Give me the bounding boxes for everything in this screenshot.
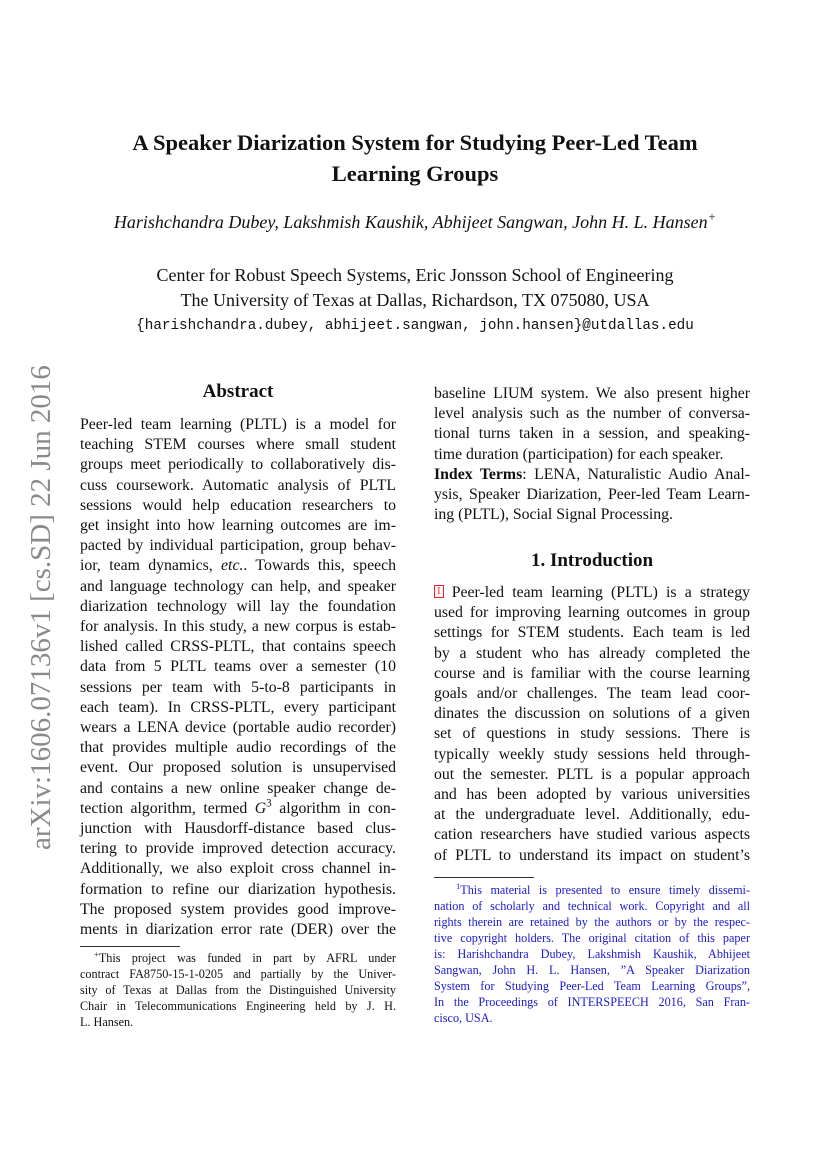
authors-text: Harishchandra Dubey, Lakshmish Kaushik, Abhijeet Sangwan, John H. L. Hansen [113,212,708,232]
footnote-line: sity of Texas at Dallas from the Distinguished University [80,983,396,997]
math-superscript: 3 [266,797,272,810]
abstract-line: and language technology can help, and speaker [80,577,396,595]
intro-line: by a student who has already completed the [434,644,750,662]
intro-line: and has been adopted by various universities [434,786,750,804]
emphasis-text: etc. [221,557,244,575]
footnote-text: This material is presented to ensure timely dissemi- [460,883,750,897]
footnote-citation[interactable] [434,882,750,1026]
footnote-line: cisco, USA. [434,1011,493,1025]
footnote-line: In the Proceedings of INTERSPEECH 2016, San Fran- [434,995,750,1009]
abstract-line: data from 5 PLTL teams over a semester (10 [80,658,396,676]
footnote-line: L. Hansen. [80,1015,134,1029]
footnote-rule-left [80,946,180,947]
affiliation-line-1: Center for Robust Speech Systems, Eric Jonsson School of Engineering [156,265,674,285]
abstract-line: diarization technology will lay the foundation [80,597,396,615]
index-terms-line: ysis, Speaker Diarization, Peer-led Team Learn- [434,486,750,504]
footnote-mark: + [94,948,99,959]
abstract-line: tional turns taken in a session, and speaking- [434,425,750,443]
abstract-line: ments in diarization error rate (DER) over the [80,921,396,939]
footnote-rule-right [434,877,534,878]
intro-line: used for improving learning outcomes in group [434,604,750,622]
abstract-continued [434,384,750,465]
abstract-heading: Abstract [202,381,274,402]
intro-line: set of questions in study sessions. There is [434,725,750,743]
abstract-line: teaching STEM courses where small student [80,436,396,454]
abstract-line: sessions per team with 5-to-8 participants in [80,678,396,696]
abstract-line: groups meet periodically to collaboratively dis- [80,456,396,474]
title-line-2: Learning Groups [331,161,499,186]
footnote-line: contract FA8750-15-1-0205 and partially by the Univer- [80,967,396,981]
title-line-1: A Speaker Diarization System for Studying Peer-Led Team [132,130,698,155]
abstract-line: level analysis such as the number of conversa- [434,405,750,423]
abstract-line: lished called CRSS-PLTL, that contains speech [80,638,396,656]
abstract-line: ior, team dynamics, etc.. Towards this, speech [80,557,396,575]
abstract-line: cuss coursework. Automatic analysis of PLTL [80,476,396,494]
footnote-line [434,882,750,898]
intro-line: typically weekly study sessions held through- [434,745,750,763]
index-terms-line: ing (PLTL), Social Signal Processing. [434,506,673,524]
author-list [40,210,790,234]
footnote-line: Chair in Telecommunications Engineering held by J. H. [80,999,396,1013]
index-terms-text: : LENA, Naturalistic Audio Anal- [522,466,750,483]
abstract-line: formation to refine our diarization hypothesis. [80,880,396,898]
abstract-line: wears a LENA device (portable audio recorder) [80,719,396,737]
abstract-line: for analysis. In this study, a new corpus is estab- [80,618,396,636]
abstract-line: junction with Hausdorff-distance based clus- [80,820,396,838]
abstract-line: tering to provide improved detection accuracy. [80,840,396,858]
abstract-line: time duration (participation) for each speaker. [434,445,724,463]
affiliation-line-2: The University of Texas at Dallas, Richardson, TX 075080, USA [180,290,650,310]
abstract-line: get insight into how learning outcomes are im- [80,517,396,535]
author-emails: {harishchandra.dubey, abhijeet.sangwan, john.hansen}@utdallas.edu [136,318,694,334]
math-symbol: G [254,799,267,817]
index-terms-line [434,465,750,485]
footnote-line: Sangwan, John H. L. Hansen, ”A Speaker Diarization [434,963,750,977]
footnote-line: rights therein are retained by the authors or by the respec- [434,915,750,929]
intro-text: Peer-led team learning (PLTL) is a strategy [443,584,750,601]
abstract-line: tection algorithm, termed $G^3$ algorithm in con- [80,797,397,817]
footnote-text: This project was funded in part by AFRL under [98,951,396,965]
intro-line: dinates the discussion on solutions of a given [434,705,750,723]
authors-mark: + [707,210,717,224]
footnote-line [80,950,396,966]
footnote-line: is: Harishchandra Dubey, Lakshmish Kaushik, Abhijeet [434,947,750,961]
abstract-body [80,415,396,940]
index-terms [434,465,750,526]
footnote-line: nation of scholarly and technical work. Copyright and all [434,899,750,913]
abstract-line: each team). In CRSS-PLTL, every participant [80,698,396,716]
intro-line: at the undergraduate level. Additionally, edu- [434,806,750,824]
intro-line [434,583,750,603]
abstract-line: and contains a new online speaker change de- [80,779,396,797]
intro-line: out the semester. PLTL is a popular approach [434,765,750,783]
abstract-line: Peer-led team learning (PLTL) is a model for [80,416,396,433]
footnote-funding [80,950,396,1030]
introduction-body [434,583,750,866]
intro-line: of PLTL to understand its impact on student’s [434,846,750,864]
abstract-line: The proposed system provides good improve- [80,900,396,918]
footnote-link-1[interactable]: 1 [436,585,442,597]
intro-line: settings for STEM students. Each team is led [434,624,750,642]
abstract-line: event. Our proposed solution is unsupervised [80,759,396,777]
abstract-line: pacted by individual participation, group behav- [80,537,396,555]
footnote-mark: 1 [456,880,461,891]
abstract-line: that provides multiple audio recordings of the [80,739,396,757]
index-terms-label: Index Terms [434,466,523,483]
intro-line: cation researchers have studied various aspects [434,826,750,844]
abstract-line: Additionally, we also exploit cross channel in- [80,860,396,878]
intro-line: course and is familiar with the course learning [434,664,750,682]
paper-title [80,127,750,189]
footnote-line: System for Studying Peer-Led Team Learning Groups”, [434,979,750,993]
footnote-line: tive copyright holders. The original citation of this paper [434,931,750,945]
abstract-line: sessions would help education researchers to [80,496,396,514]
intro-line: goals and/or challenges. The team lead coor- [434,685,750,703]
abstract-line: baseline LIUM system. We also present higher [434,385,750,402]
introduction-heading: 1. Introduction [530,550,654,571]
arxiv-stamp: arXiv:1606.07136v1 [cs.SD] 22 Jun 2016 [25,365,57,850]
